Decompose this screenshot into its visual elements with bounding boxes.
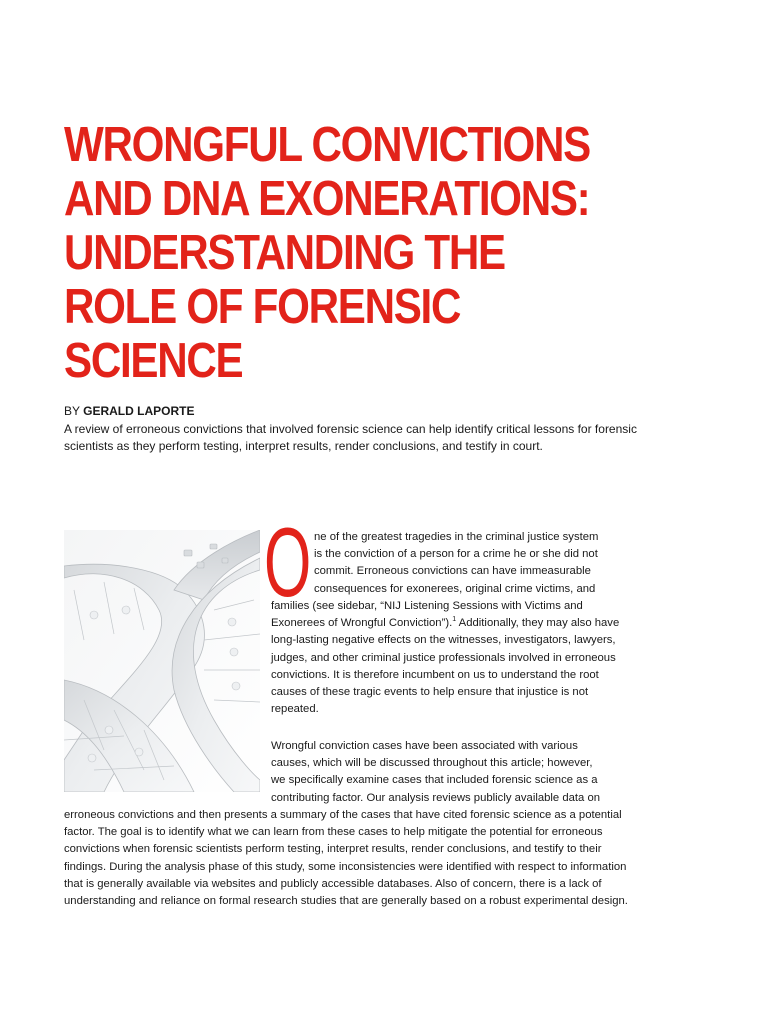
body-line [271,615,619,632]
article-title [64,118,590,388]
title-line: WRONGFUL CONVICTIONS [64,118,590,172]
deck-line: scientists as they perform testing, interpret results, render conclusions, and testify in court. [64,439,543,453]
byline [64,404,194,418]
drop-cap: O [264,507,312,617]
body-line: ne of the greatest tragedies in the criminal justice system [314,531,599,543]
body-line: is the conviction of a person for a crime he or she did not [314,548,598,561]
body-line: convictions. It is therefore incumbent on us to understand the root [271,668,599,681]
body-line: factor. The goal is to identify what we can learn from these cases to help mitigate the potential for erroneous [64,826,603,839]
body-line-tail: Additionally, they may also have [456,617,620,630]
body-line: long-lasting negative effects on the witnesses, investigators, lawyers, [271,634,616,647]
body-line: we specifically examine cases that included forensic science as a [271,774,598,787]
author-name: GERALD LAPORTE [83,404,195,418]
title-line: ROLE OF FORENSIC [64,280,461,334]
body-line: families (see sidebar, “NIJ Listening Sessions with Victims and [271,600,583,612]
body-line: Wrongful conviction cases have been associated with various [271,740,578,752]
body-line: causes of these tragic events to help ensure that injustice is not [271,686,589,699]
body-line: causes, which will be discussed throughout this article; however, [271,757,593,770]
title-line: SCIENCE [64,334,243,388]
puzzle-path-image [64,530,260,792]
byline-prefix: BY [64,404,80,418]
title-line: AND DNA EXONERATIONS: [64,172,590,226]
body-line: findings. During the analysis phase of this study, some inconsistencies were identified with respect to information [64,860,627,873]
body-line: consequences for exonerees, original crime victims, and [314,582,596,595]
title-line: UNDERSTANDING THE [64,226,505,280]
paragraph-1-continued [271,598,619,718]
body-line: that is generally available via websites and publicly accessible databases. Also of concern, there is a lack of [64,877,602,890]
body-line: repeated. [271,703,319,716]
footnote-ref: 1 [452,616,457,624]
deck-line: A review of erroneous convictions that involved forensic science can help identify critical lessons for forensic [64,422,637,436]
body-line: erroneous convictions and then presents a summary of the cases that have cited forensic science as a potential [64,809,622,821]
body-line-text: Exonerees of Wrongful Conviction”). [271,617,453,630]
body-line: judges, and other criminal justice professionals involved in erroneous [271,651,616,664]
body-line: commit. Erroneous convictions can have immeasurable [314,565,591,578]
body-line: convictions when forensic scientists perform testing, interpret results, render conclusions, and testify to their [64,843,602,856]
paragraph-1-indented [314,529,598,598]
paragraph-2-full-width [64,807,628,910]
paragraph-2-column [271,738,600,807]
body-line: understanding and reliance on formal research studies that are generally based on a robust experimental design. [64,895,628,908]
article-deck [64,421,637,455]
body-line: contributing factor. Our analysis reviews publicly available data on [271,791,601,804]
